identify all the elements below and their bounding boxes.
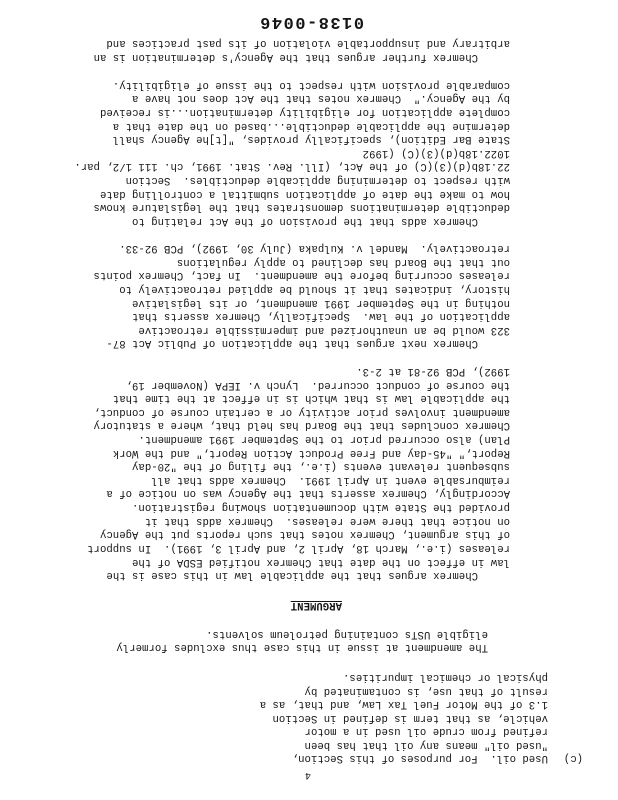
- text-line: Chemrex argues that the applicable law in this case is the: [106, 569, 478, 581]
- text-line: complete application for eligibility determination...is received: [99, 106, 510, 118]
- document-number: 0138-0046: [258, 12, 364, 31]
- text-line: Plan) also occurred prior to the September 1991 amendment.: [138, 433, 510, 445]
- text-line: Chemrex concludes that the Board has held that, where a statutory: [93, 419, 510, 431]
- text-line: Report," "45-day and Free Product Action Report," and the Work: [112, 447, 510, 459]
- text-line: retroactively. Mandel v. Kulpaka (July 30, 1992), PCB 92-33.: [119, 242, 510, 254]
- definition-label: (c): [563, 752, 583, 764]
- text-line: of this argument, Chemrex notes that such reports put the Agency: [99, 528, 510, 540]
- definition-line: Used oil. For purposes of this Section,: [291, 752, 548, 764]
- text-line: on notice that there were releases. Chemrex adds that it: [144, 515, 510, 527]
- page-number: 4: [304, 769, 311, 780]
- text-line: the applicable law is that which is in effect at the time that: [112, 392, 510, 404]
- text-line: releases occurring before the amendment. In fact, Chemrex points: [93, 269, 510, 281]
- text-line: 323 would be an unauthorized and impermissible retroactive: [138, 324, 510, 336]
- text-line: nothing in the September 1991 amendment, or its legislative: [131, 297, 510, 309]
- text-line: determine the applicable deductible...based on the date that a: [112, 120, 510, 132]
- text-line: comparable provision with respect to the issue of eligibility.: [112, 79, 510, 91]
- text-line: the course of conduct occurred. Lynch v. IEPA (November 19,: [125, 379, 510, 391]
- text-line: Accordingly, Chemrex asserts that the Agency was on notice of a: [106, 487, 510, 499]
- text-line: application of the law. Specifically, Chemrex asserts that: [131, 310, 510, 322]
- definition-line: "used oil" means any oil that has been: [304, 739, 548, 751]
- text-line: reimbursable event in April 1991. Chemrex adds that all: [151, 474, 510, 486]
- text-line: history, indicates that it should be applied retroactively to: [119, 283, 510, 295]
- text-line: Chemrex adds that the provision of the Act relating to: [132, 215, 478, 227]
- text-line: 1992), PCB 92-81 at 2-3.: [356, 365, 510, 377]
- text-line: amendment involves prior activity or a certain course of conduct,: [93, 406, 510, 418]
- text-line: with respect to determining applicable deductibles. Section: [125, 174, 510, 186]
- text-line: law in effect on the date that Chemrex notified ESDA of the: [131, 556, 510, 568]
- text-line: State Bar Edition), specifically provides, "[t]he Agency shall: [112, 133, 510, 145]
- text-line: releases (i.e., March 18, April 2, and April 3, 1991). In support: [87, 542, 510, 554]
- text-line: subsequent relevant events (i.e., the filing of the "20-day: [131, 460, 510, 472]
- text-line: how to make the date of application submittal a controlling date: [99, 188, 510, 200]
- definition-line: refined from crude oil used in a motor: [304, 725, 548, 737]
- definition-line: vehicle, as that term is defined in Section: [272, 712, 548, 724]
- text-line: out that the Board has declined to apply regulations: [176, 256, 510, 268]
- text-line: deductible determinations demonstrates that the legislature knows: [93, 201, 510, 213]
- definition-line: result of that use, is contaminated by: [304, 685, 548, 697]
- text-line: 22.18b(d)(3)(C) of the Act, (Ill. Rev. Stat. 1991, ch. 111 1/2, par.: [74, 160, 510, 172]
- text-line: provided the State with documentation showing registration.: [131, 501, 510, 513]
- definition-line: physical or chemical impurities.: [342, 671, 548, 683]
- text-line: eligible USTs containing petroleum solvents.: [206, 628, 488, 640]
- text-line: by the Agency." Chemrex notes that the Act does not have a: [131, 92, 510, 104]
- definition-line: 1.3 of the Motor Fuel Tax Law, and that, as a: [259, 698, 548, 710]
- text-line: The amendment at issue in this case thus excludes formerly: [116, 641, 488, 653]
- text-line: Chemrex next argues that the application of Public Act 87-: [106, 337, 478, 349]
- text-line: arbitrary and insupportable violation of its past practices and: [106, 37, 510, 49]
- text-line: 1022.18b(d)(3)(C) (1992: [362, 147, 510, 159]
- section-heading: ARGUMENT: [290, 599, 342, 611]
- text-line: Chemrex further argues that the Agency's determination is an: [93, 51, 478, 63]
